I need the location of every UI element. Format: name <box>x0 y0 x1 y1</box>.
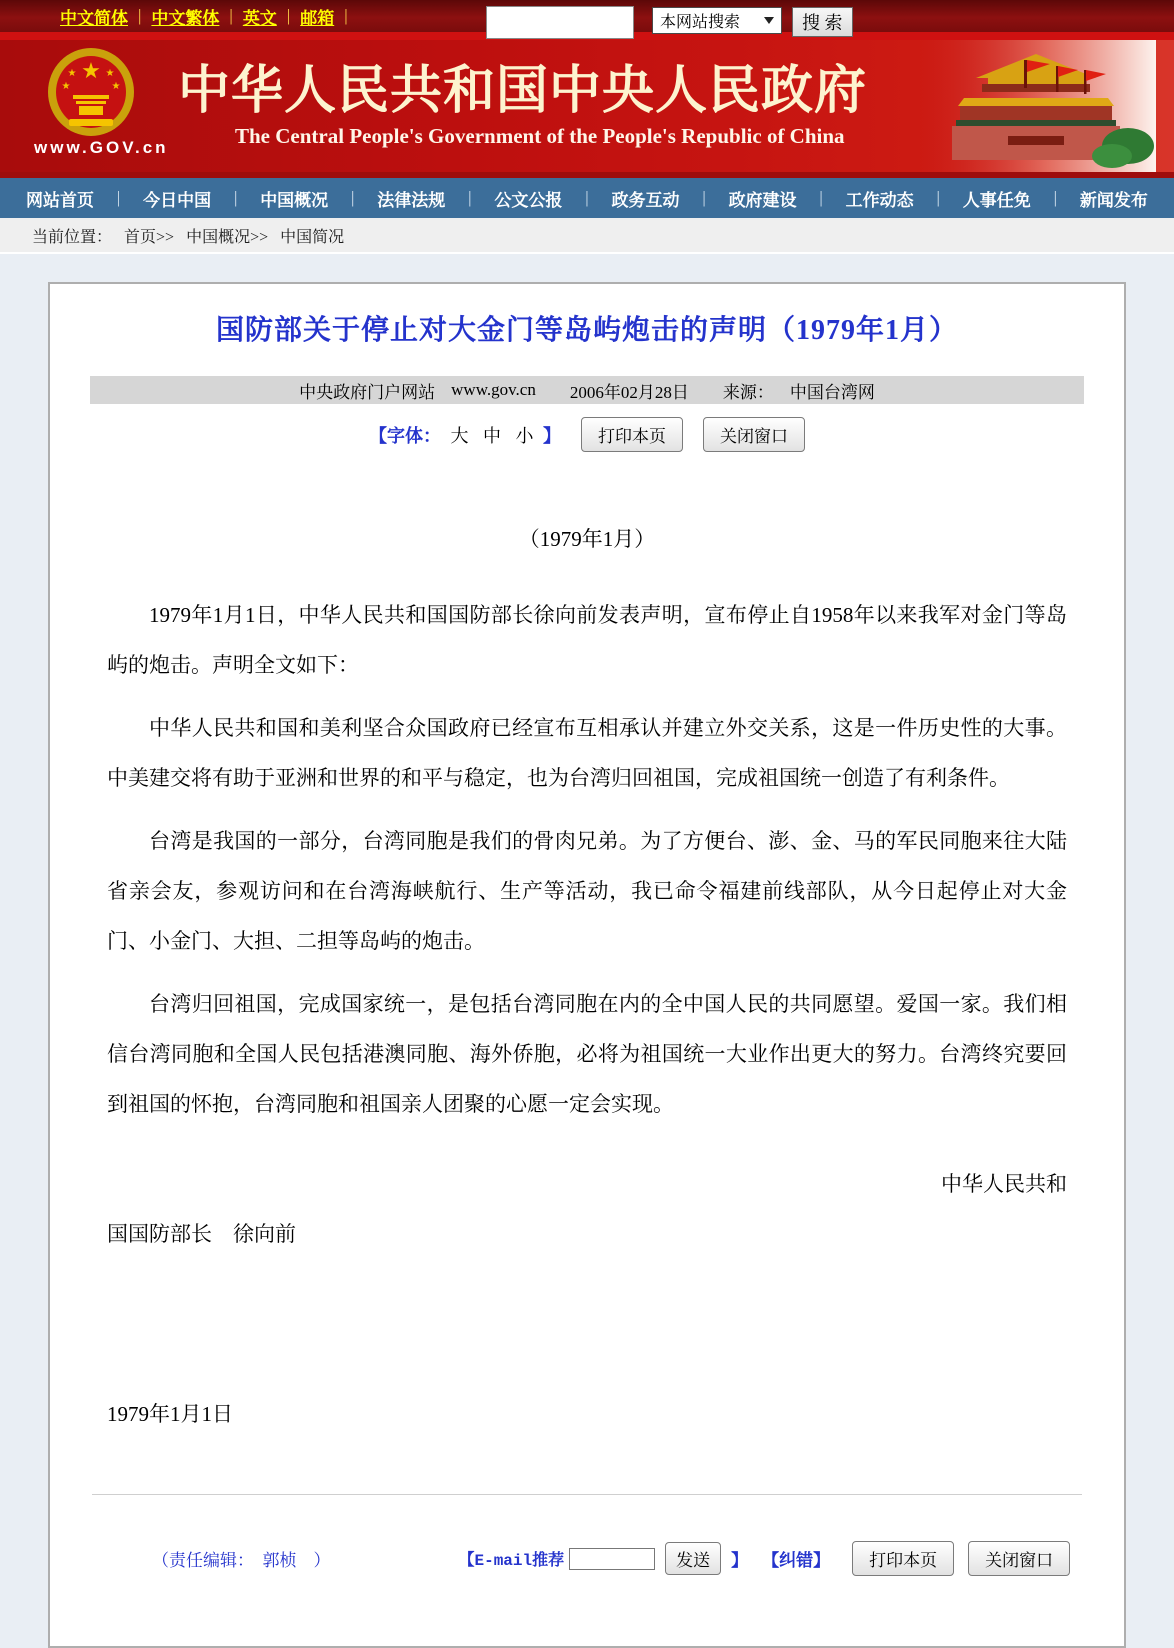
footer-divider <box>92 1494 1082 1495</box>
national-emblem-icon <box>45 45 137 139</box>
article-meta-bar <box>90 374 1084 404</box>
search-scope-select[interactable] <box>652 7 782 34</box>
close-window-button[interactable]: 关闭窗口 <box>703 417 805 452</box>
nav-item-home[interactable]: 网站首页 <box>26 190 94 210</box>
meta-source-label: 来源： <box>722 382 774 402</box>
separator: | <box>344 6 348 25</box>
meta-date: 2006年02月28日 <box>569 382 689 402</box>
svg-text:★: ★ <box>61 81 71 92</box>
footer-print-button[interactable]: 打印本页 <box>852 1541 954 1576</box>
article-container <box>48 282 1126 1648</box>
signature-line-1: 中华人民共和 <box>941 1172 1067 1196</box>
font-size-controls <box>369 422 561 448</box>
article-date: 1979年1月1日 <box>107 1402 233 1426</box>
send-button[interactable]: 发送 <box>665 1542 721 1575</box>
search-button[interactable]: 搜 索 <box>792 7 853 37</box>
svg-text:★: ★ <box>81 58 101 83</box>
print-page-button[interactable]: 打印本页 <box>581 417 683 452</box>
signature-line-2: 国国防部长 徐向前 <box>107 1222 296 1246</box>
article-paragraph: 中华人民共和国和美利坚合众国政府已经宣布互相承认并建立外交关系，这是一件历史性的大事。中美建交将有助于亚洲和世界的和平与稳定，也为台湾归回祖国，完成祖国统一创造了有利条件。 <box>107 716 1067 790</box>
separator: | <box>116 188 121 207</box>
meta-source: 中国台湾网 <box>789 382 875 402</box>
nav-item-work-updates[interactable]: 工作动态 <box>845 190 914 210</box>
separator: | <box>1053 188 1057 207</box>
main-nav <box>0 178 1174 218</box>
footer-close-button[interactable]: 关闭窗口 <box>968 1541 1070 1576</box>
banner-site-url: www.GOV.cn <box>34 138 169 157</box>
language-links <box>60 4 348 29</box>
breadcrumb-label: 当前位置： <box>32 228 113 246</box>
email-recommend-input[interactable] <box>569 1548 655 1570</box>
font-size-medium[interactable]: 中 <box>483 425 501 446</box>
banner-title: 中华人民共和国中央人民政府 <box>178 63 868 120</box>
breadcrumb-home[interactable]: 首页>> <box>124 228 175 246</box>
article-subtitle: （1979年1月） <box>518 527 656 551</box>
article-paragraph: 台湾是我国的一部分，台湾同胞是我们的骨肉兄弟。为了方便台、澎、金、马的军民同胞来往大陆省亲会友，参观访问和在台湾海峡航行、生产等活动，我已命令福建前线部队，从今日起停止对大金门、小金门、大担、二担等岛屿的炮击。 <box>107 829 1067 953</box>
mailbox-link[interactable]: 邮箱 <box>300 8 335 28</box>
nav-item-china-today[interactable]: 今日中国 <box>143 190 212 210</box>
separator: | <box>351 188 355 207</box>
article-footer <box>80 1541 1094 1576</box>
nav-item-laws[interactable]: 法律法规 <box>377 190 446 210</box>
top-utility-bar <box>0 0 1174 32</box>
email-recommend-suffix: 】 <box>731 1551 749 1570</box>
separator: | <box>233 188 238 207</box>
separator: | <box>585 188 589 207</box>
separator: | <box>286 6 291 25</box>
email-recommend-label: 【E-mail推荐 <box>458 1552 565 1570</box>
lang-link-simplified[interactable]: 中文简体 <box>60 8 128 28</box>
page-title: 国防部关于停止对大金门等岛屿炮击的声明（1979年1月） <box>215 315 958 346</box>
font-size-suffix: 】 <box>543 425 561 446</box>
error-correction-link[interactable]: 【纠错】 <box>762 1551 831 1570</box>
article-body <box>107 514 1067 1439</box>
separator: | <box>936 188 940 207</box>
nav-item-interaction[interactable]: 政务互动 <box>611 190 680 210</box>
separator: | <box>819 188 823 207</box>
search-scope-label: 本网站搜索 <box>660 14 741 31</box>
breadcrumb-china-overview[interactable]: 中国概况>> <box>186 228 269 246</box>
svg-text:★: ★ <box>105 68 115 79</box>
article-paragraph: 1979年1月1日，中华人民共和国国防部长徐向前发表声明，宣布停止自1958年以来我军对金门等岛屿的炮击。声明全文如下： <box>107 603 1067 677</box>
meta-site-url: www.gov.cn <box>451 380 536 399</box>
svg-text:★: ★ <box>111 81 121 92</box>
nav-item-gazette[interactable]: 公文公报 <box>494 190 563 210</box>
tiananmen-illustration <box>916 40 1156 172</box>
nav-item-appointments[interactable]: 人事任免 <box>962 190 1031 210</box>
breadcrumb-china-brief[interactable]: 中国简况 <box>280 228 345 246</box>
separator: | <box>702 188 706 207</box>
separator: | <box>138 6 142 25</box>
page-background <box>0 254 1174 1648</box>
svg-text:★: ★ <box>67 68 77 79</box>
meta-site-name: 中央政府门户网站 <box>299 382 436 402</box>
font-size-small[interactable]: 小 <box>515 425 534 446</box>
nav-item-press[interactable]: 新闻发布 <box>1079 190 1148 210</box>
banner-subtitle: The Central People's Government of the People's Republic of China <box>235 124 845 148</box>
site-banner <box>0 40 1174 172</box>
nav-item-china-overview[interactable]: 中国概况 <box>260 190 329 210</box>
article-controls <box>50 417 1124 452</box>
nav-item-gov-building[interactable]: 政府建设 <box>728 190 797 210</box>
article-paragraph: 台湾归回祖国，完成国家统一，是包括台湾同胞在内的全中国人民的共同愿望。爱国一家。我们相信台湾同胞和全国人民包括港澳同胞、海外侨胞，必将为祖国统一大业作出更大的努力。台湾终究要回到祖国的怀抱，台湾同胞和祖国亲人团聚的心愿一定会实现。 <box>107 992 1067 1116</box>
breadcrumb <box>0 218 1174 254</box>
font-size-large[interactable]: 大 <box>450 425 469 446</box>
lang-link-traditional[interactable]: 中文繁体 <box>151 8 220 28</box>
separator: | <box>229 6 233 25</box>
separator: | <box>468 188 472 207</box>
font-size-prefix: 【字体： <box>369 425 441 446</box>
editor-note: （责任编辑： 郭桢 ） <box>152 1551 331 1570</box>
chevron-down-icon <box>764 17 774 24</box>
search-input[interactable] <box>486 6 634 39</box>
lang-link-english[interactable]: 英文 <box>242 8 277 28</box>
